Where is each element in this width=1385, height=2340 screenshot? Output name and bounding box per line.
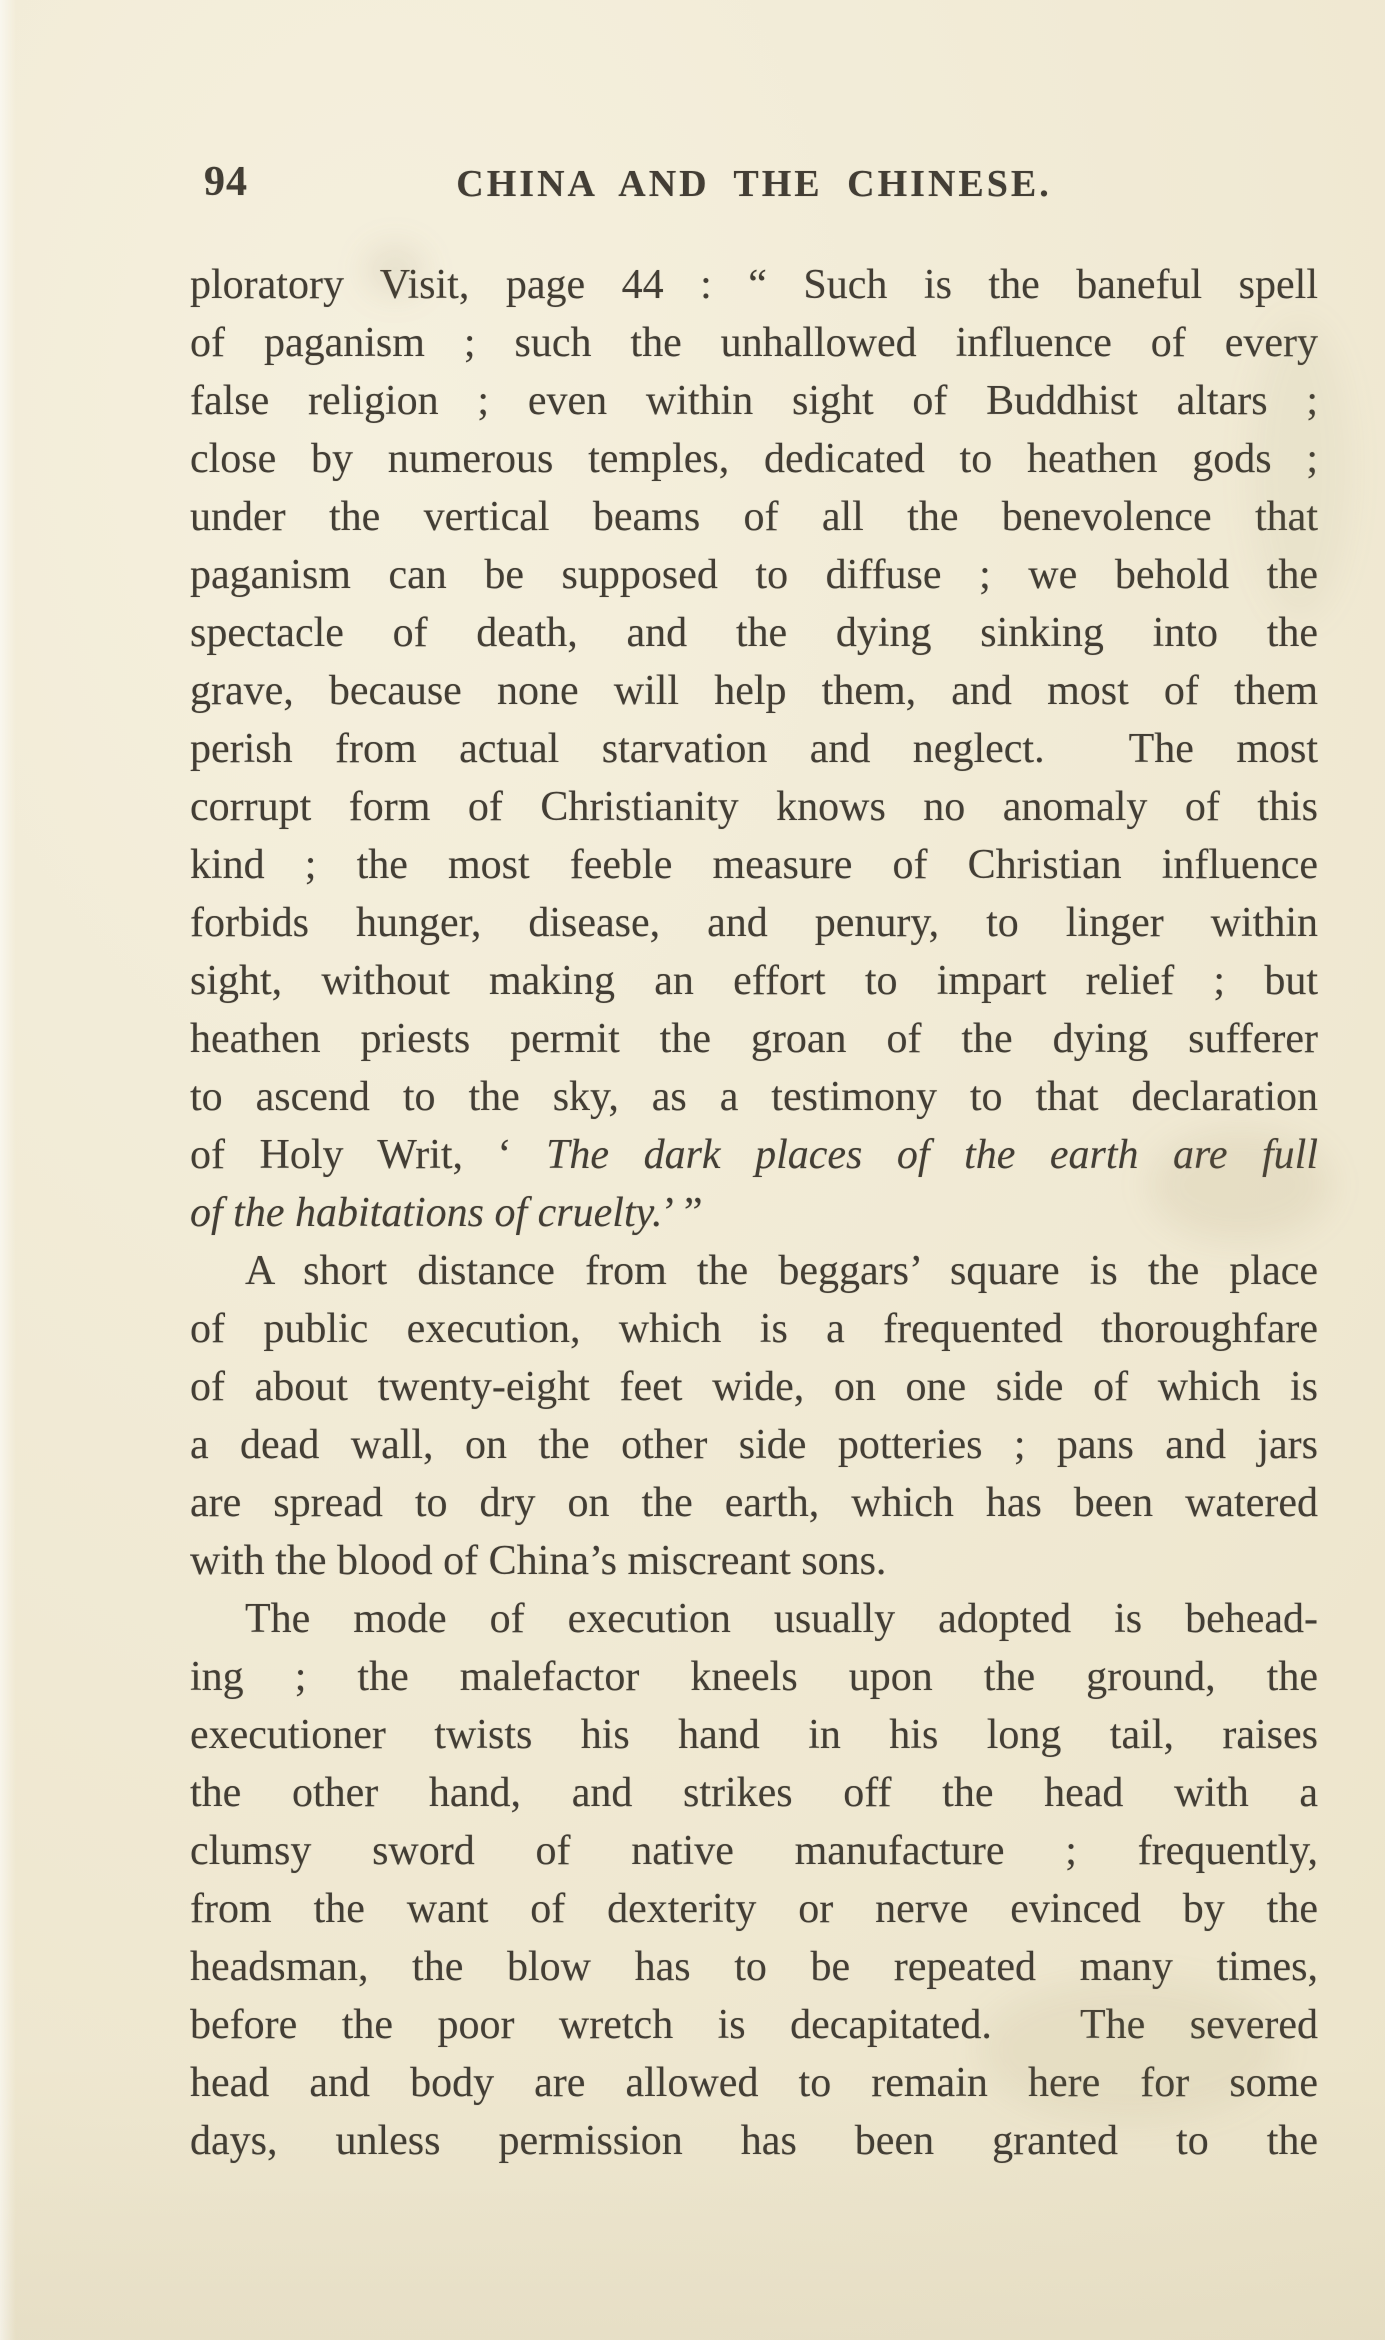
- text-line: [190, 430, 1318, 488]
- text-line: [190, 1010, 1318, 1068]
- text-segment: forbids hunger, disease, and penury, to linger within: [190, 900, 1318, 946]
- text-line: [190, 1068, 1318, 1126]
- text-segment: days, unless permission has been granted to the: [190, 2118, 1318, 2164]
- text-line: [190, 1590, 1318, 1648]
- running-title: CHINA AND THE CHINESE.: [456, 163, 1052, 205]
- page-header: [190, 156, 1318, 210]
- text-line: [190, 894, 1318, 952]
- text-line: [190, 1474, 1318, 1532]
- page-number: 94: [204, 159, 248, 205]
- text-line: [190, 1300, 1318, 1358]
- text-segment: The mode of execution usually adopted is behead-: [245, 1596, 1318, 1642]
- text-line: [190, 1126, 1318, 1184]
- text-segment: with the blood of China’s miscreant sons.: [190, 1538, 887, 1584]
- text-line: [190, 1880, 1318, 1938]
- paragraph: [190, 256, 1318, 1242]
- bleed-through-smudge: [1150, 1130, 1330, 1240]
- text-line: [190, 314, 1318, 372]
- italic-text: of the habitations of cruelty.: [190, 1190, 663, 1236]
- text-line: [190, 372, 1318, 430]
- text-line: [190, 1648, 1318, 1706]
- text-line: [190, 1706, 1318, 1764]
- text-segment: a dead wall, on the other side potteries ; pans and jars: [190, 1422, 1318, 1468]
- bleed-through-smudge: [1250, 320, 1350, 620]
- text-segment: perish from actual starvation and neglect. The most: [190, 726, 1318, 772]
- text-segment: the other hand, and strikes off the head with a: [190, 1770, 1318, 1816]
- text-line: [190, 488, 1318, 546]
- text-line: [190, 778, 1318, 836]
- text-line: [190, 1242, 1318, 1300]
- text-segment: sight, without making an effort to impart relief ; but: [190, 958, 1318, 1004]
- text-segment: corrupt form of Christianity knows no anomaly of this: [190, 784, 1318, 830]
- text-segment: paganism can be supposed to diffuse ; we behold the: [190, 552, 1318, 598]
- text-segment: headsman, the blow has to be repeated many times,: [190, 1944, 1318, 1990]
- text-segment: heathen priests permit the groan of the dying sufferer: [190, 1016, 1318, 1062]
- text-segment: under the vertical beams of all the benevolence that: [190, 494, 1318, 540]
- italic-text: The dark places of the earth are full: [546, 1132, 1318, 1178]
- text-line: [190, 1532, 1318, 1590]
- text-segment: of paganism ; such the unhallowed influence of every: [190, 320, 1318, 366]
- text-segment: ploratory Visit, page 44 : “ Such is the baneful spell: [190, 262, 1318, 308]
- text-segment: executioner twists his hand in his long tail, raises: [190, 1712, 1318, 1758]
- text-segment: false religion ; even within sight of Buddhist altars ;: [190, 378, 1318, 424]
- text-line: [190, 1184, 1318, 1242]
- scan-spot: [365, 245, 425, 295]
- text-segment: spectacle of death, and the dying sinking into the: [190, 610, 1318, 656]
- bleed-through-smudge: [980, 1980, 1280, 2120]
- text-line: [190, 720, 1318, 778]
- text-segment: from the want of dexterity or nerve evinced by the: [190, 1886, 1318, 1932]
- text-segment: grave, because none will help them, and most of them: [190, 668, 1318, 714]
- text-line: [190, 952, 1318, 1010]
- text-line: [190, 2112, 1318, 2170]
- text-segment: before the poor wretch is decapitated. The severed: [190, 2002, 1318, 2048]
- text-line: [190, 662, 1318, 720]
- text-segment: are spread to dry on the earth, which has been watered: [190, 1480, 1318, 1526]
- paragraph: [190, 1242, 1318, 1590]
- text-segment: head and body are allowed to remain here for some: [190, 2060, 1318, 2106]
- text-segment: ’ ”: [662, 1190, 703, 1236]
- text-segment: A short distance from the beggars’ square is the place: [245, 1248, 1318, 1294]
- text-segment: ing ; the malefactor kneels upon the ground, the: [190, 1654, 1318, 1700]
- text-segment: kind ; the most feeble measure of Christian influence: [190, 842, 1318, 888]
- text-line: [190, 256, 1318, 314]
- text-line: [190, 1822, 1318, 1880]
- text-segment: close by numerous temples, dedicated to heathen gods ;: [190, 436, 1318, 482]
- text-segment: clumsy sword of native manufacture ; frequently,: [190, 1828, 1318, 1874]
- text-segment: of Holy Writ, ‘: [190, 1132, 547, 1178]
- text-line: [190, 1358, 1318, 1416]
- text-line: [190, 836, 1318, 894]
- text-segment: of about twenty-eight feet wide, on one side of which is: [190, 1364, 1318, 1410]
- text-block: [190, 256, 1318, 2170]
- text-line: [190, 1416, 1318, 1474]
- text-segment: to ascend to the sky, as a testimony to that declaration: [190, 1074, 1318, 1120]
- text-line: [190, 1764, 1318, 1822]
- text-segment: of public execution, which is a frequented thoroughfare: [190, 1306, 1318, 1352]
- text-line: [190, 604, 1318, 662]
- text-line: [190, 546, 1318, 604]
